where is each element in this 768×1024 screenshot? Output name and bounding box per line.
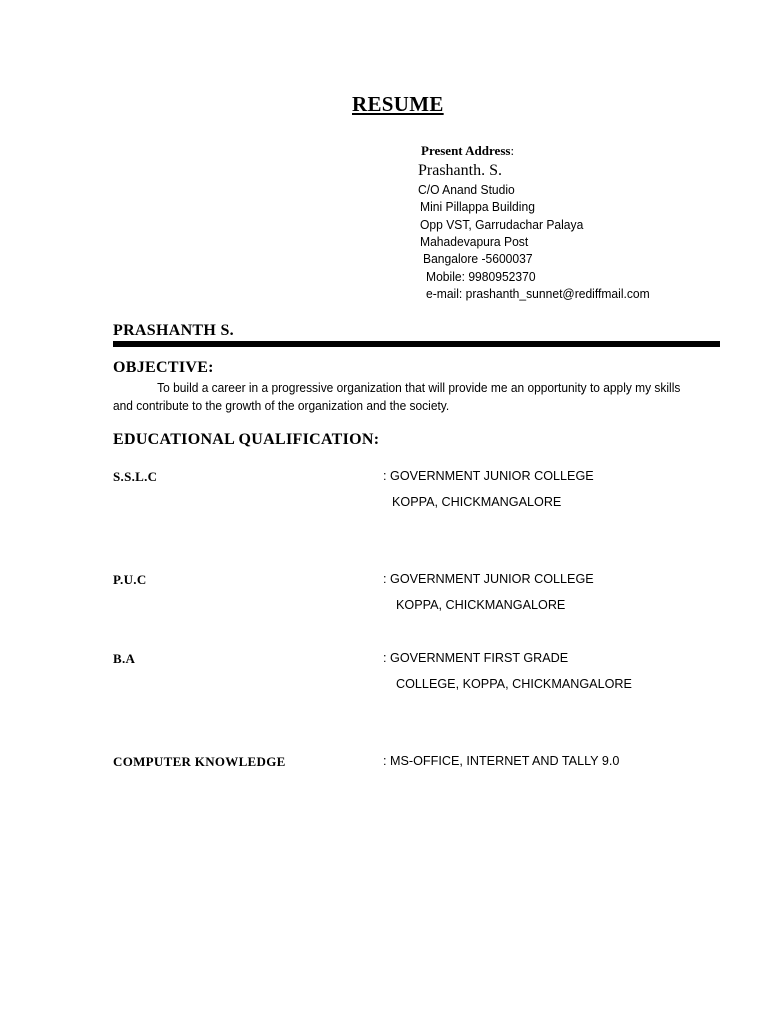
computer-knowledge-value: : MS-OFFICE, INTERNET AND TALLY 9.0 xyxy=(383,753,620,768)
resume-title: RESUME xyxy=(352,92,444,116)
address-name: Prashanth. S. xyxy=(418,162,502,179)
address-line-mobile: Mobile: 9980952370 xyxy=(426,269,536,284)
education-label-puc: P.U.C xyxy=(113,572,147,587)
objective-heading: OBJECTIVE: xyxy=(113,359,214,376)
address-line-building: Mini Pillappa Building xyxy=(420,199,535,214)
education-value-ba-line1: : GOVERNMENT FIRST GRADE xyxy=(383,650,569,665)
address-line-city: Bangalore -5600037 xyxy=(423,251,533,266)
heading-rule xyxy=(113,341,720,347)
objective-text xyxy=(113,379,702,415)
education-value-sslc-line2: KOPPA, CHICKMANGALORE xyxy=(392,494,562,509)
education-value-sslc-line1: : GOVERNMENT JUNIOR COLLEGE xyxy=(383,468,594,483)
education-heading: EDUCATIONAL QUALIFICATION: xyxy=(113,431,380,448)
address-line-post: Mahadevapura Post xyxy=(420,234,529,249)
education-value-puc-line2: KOPPA, CHICKMANGALORE xyxy=(396,597,566,612)
address-line-street: Opp VST, Garrudachar Palaya xyxy=(420,217,584,232)
present-address-label xyxy=(421,143,514,159)
name-heading: PRASHANTH S. xyxy=(113,322,234,339)
objective-body: To build a career in a progressive organization that will provide me an opportunity to apply my skills and contribute to the growth of the organization and the society. xyxy=(113,380,681,413)
education-value-ba-line2: COLLEGE, KOPPA, CHICKMANGALORE xyxy=(396,676,632,691)
present-address-label-text: Present Address xyxy=(421,143,511,158)
present-address-colon: : xyxy=(510,143,515,158)
address-line-studio: C/O Anand Studio xyxy=(418,182,515,197)
education-label-ba: B.A xyxy=(113,651,136,666)
education-value-puc-line1: : GOVERNMENT JUNIOR COLLEGE xyxy=(383,571,594,586)
education-label-sslc: S.S.L.C xyxy=(113,469,158,484)
address-line-email: e-mail: prashanth_sunnet@rediffmail.com xyxy=(426,286,650,301)
computer-knowledge-label: COMPUTER KNOWLEDGE xyxy=(113,754,286,769)
